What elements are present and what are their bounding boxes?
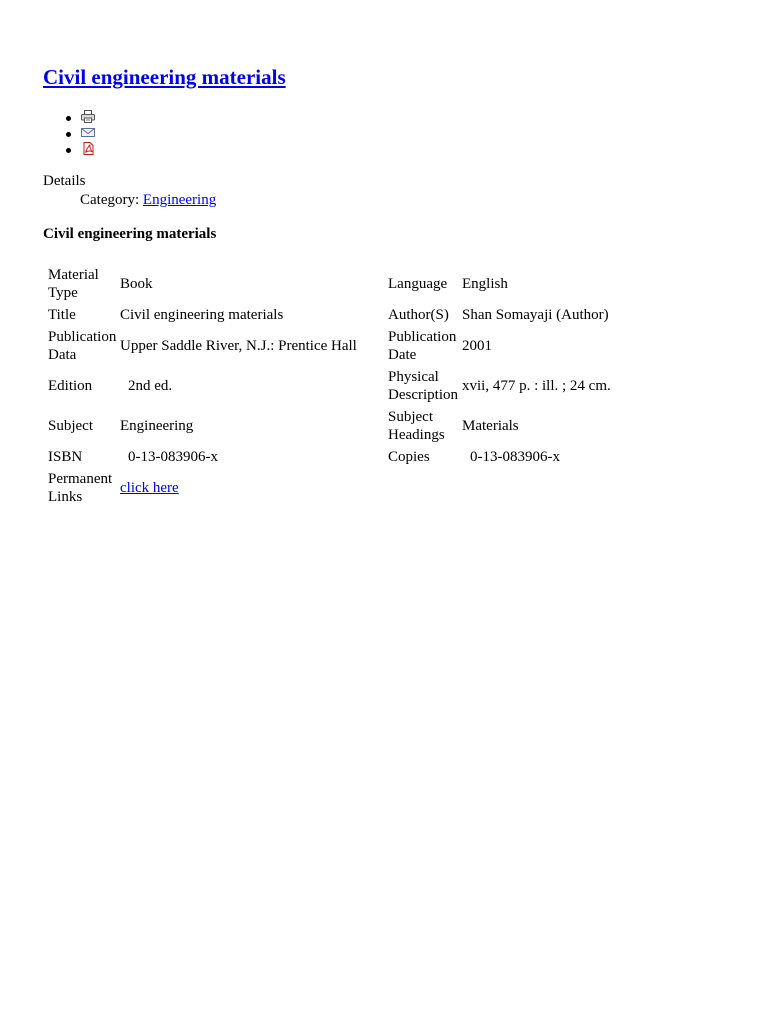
- isbn-label: ISBN: [48, 449, 83, 465]
- print-icon[interactable]: [81, 110, 95, 123]
- table-row: [48, 367, 627, 405]
- language-value: English: [462, 276, 508, 292]
- print-item: [43, 110, 123, 126]
- article-actions: [43, 110, 123, 158]
- permanent-links-label: Permanent Links: [48, 471, 113, 505]
- edition-value: 2nd ed.: [128, 378, 173, 394]
- material-type-label: Material Type: [48, 267, 99, 301]
- title-value: Civil engineering materials: [120, 307, 284, 323]
- subject-headings-value: Materials: [462, 418, 519, 434]
- permanent-link[interactable]: click here: [120, 480, 179, 496]
- table-row: [48, 265, 627, 303]
- empty-cell: [462, 469, 627, 507]
- pdf-item: [43, 142, 123, 158]
- publication-data-label: Publication Data: [48, 329, 117, 363]
- author-label: Author(S): [388, 307, 449, 323]
- edition-label: Edition: [48, 378, 93, 394]
- publication-data-value: Upper Saddle River, N.J.: Prentice Hall: [120, 338, 357, 354]
- title-label: Title: [48, 307, 76, 323]
- language-label: Language: [388, 276, 448, 292]
- subject-headings-label: Subject Headings: [388, 409, 445, 443]
- table-row: [48, 407, 627, 445]
- table-row: [48, 447, 627, 467]
- publication-date-label: Publication Date: [388, 329, 457, 363]
- material-type-value: Book: [120, 276, 153, 292]
- pdf-icon[interactable]: [81, 142, 95, 155]
- copies-value: 0-13-083906-x: [470, 449, 560, 465]
- author-value: Shan Somayaji (Author): [462, 307, 609, 323]
- record-table: [45, 263, 630, 509]
- physical-description-label: Physical Description: [388, 369, 458, 403]
- copies-label: Copies: [388, 449, 430, 465]
- category-prefix: Category:: [80, 192, 140, 208]
- subject-label: Subject: [48, 418, 93, 434]
- page-title: [43, 62, 286, 92]
- table-row: [48, 305, 627, 325]
- category-line: [80, 191, 216, 210]
- publication-date-value: 2001: [462, 338, 492, 354]
- table-row: [48, 327, 627, 365]
- record-heading: Civil engineering materials: [43, 226, 217, 242]
- page-title-link[interactable]: Civil engineering materials: [43, 65, 286, 89]
- email-icon[interactable]: [81, 126, 95, 139]
- empty-cell: [388, 469, 459, 507]
- permanent-links-value: [120, 469, 385, 507]
- details-label: Details: [43, 173, 86, 189]
- physical-description-value: xvii, 477 p. : ill. ; 24 cm.: [462, 378, 611, 394]
- category-link[interactable]: Engineering: [142, 192, 217, 208]
- email-item: [43, 126, 123, 142]
- table-row: [48, 469, 627, 507]
- subject-value: Engineering: [120, 418, 194, 434]
- isbn-value: 0-13-083906-x: [128, 449, 218, 465]
